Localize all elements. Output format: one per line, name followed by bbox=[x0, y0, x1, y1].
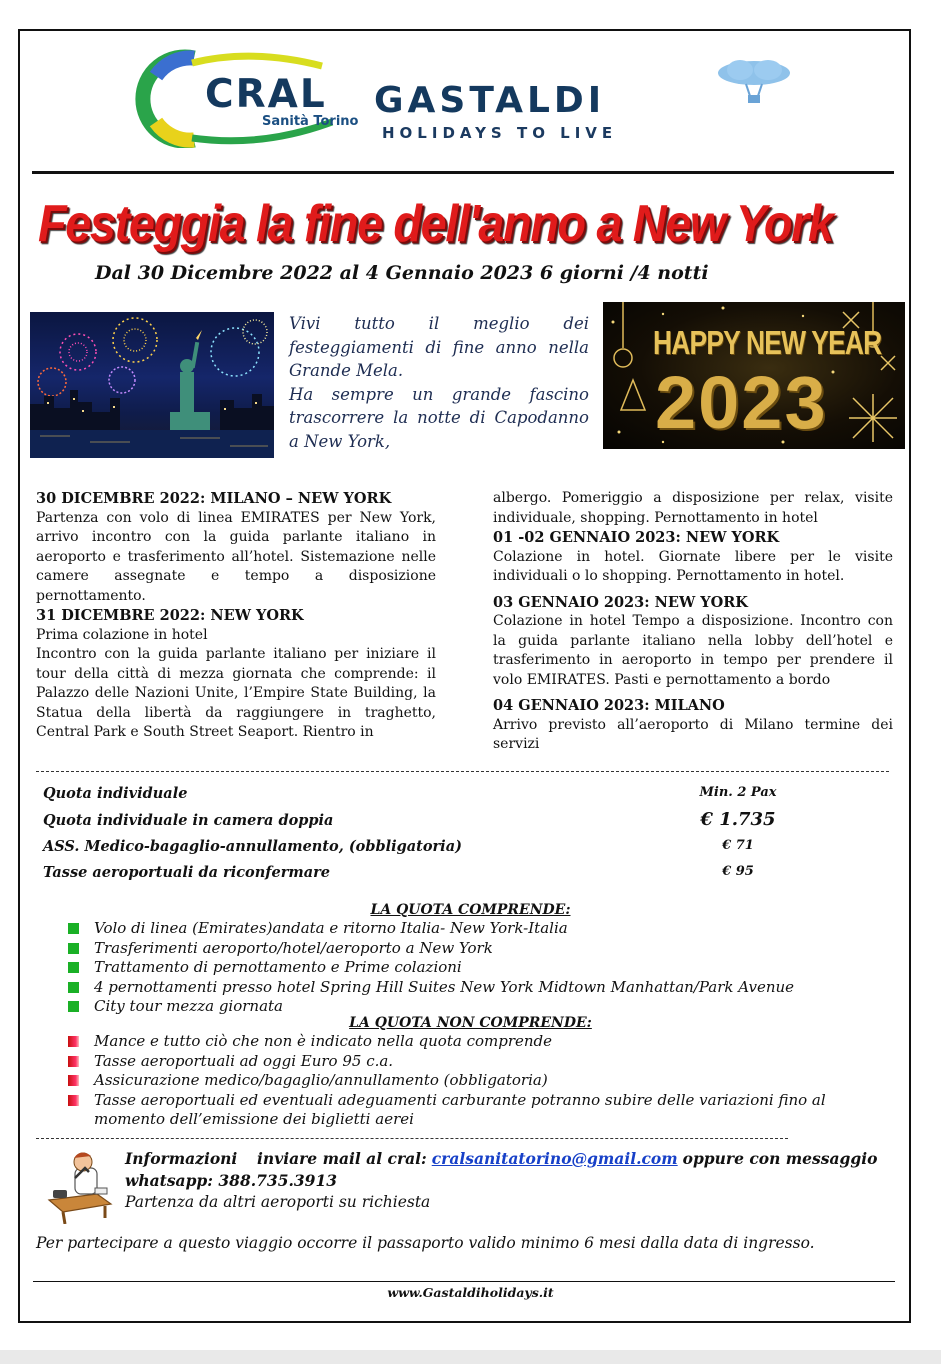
bottom-strip bbox=[0, 1350, 941, 1364]
list-item-text: Tasse aeroportuali ed eventuali adeguamenti carburante potranno subire delle variazioni fino al momento dell’emissione dei biglietti aerei bbox=[94, 1090, 826, 1128]
price-value: € 95 bbox=[722, 864, 754, 879]
new-year-banner-text: HAPPY NEW YEAR bbox=[653, 324, 882, 361]
list-item bbox=[66, 958, 886, 978]
list-item-text: City tour mezza giornata bbox=[94, 997, 283, 1015]
price-value: Min. 2 Pax bbox=[699, 785, 777, 800]
excludes-heading: LA QUOTA NON COMPRENDE: bbox=[349, 1015, 592, 1031]
day-description: Colazione in hotel Tempo a disposizione. Incontro con la guida parlante italiano nella lobby dell’hotel e trasferimento in aeroporto in tempo per prendere il volo EMIRATES. Pasti e pernottamento a bordo bbox=[493, 613, 893, 688]
price-label: Tasse aeroportuali da riconfermare bbox=[43, 864, 330, 881]
info-text: oppure con messaggio bbox=[682, 1149, 878, 1168]
new-year-banner-year: 2023 bbox=[655, 361, 828, 444]
cral-logo-text: CRAL bbox=[205, 72, 327, 117]
day-title: 30 DICEMBRE 2022: MILANO – NEW YORK bbox=[36, 490, 392, 507]
day-description: albergo. Pomeriggio a disposizione per relax, visite individuale, shopping. Pernottamento in hotel bbox=[493, 490, 893, 526]
day-description: Prima colazione in hotel bbox=[36, 626, 208, 643]
balloon-icon bbox=[712, 58, 792, 104]
list-item-text: Trattamento di pernottamento e Prime colazioni bbox=[94, 958, 462, 976]
section-divider bbox=[36, 771, 889, 772]
green-square-bullet-icon bbox=[68, 982, 79, 993]
list-item bbox=[66, 1032, 886, 1052]
email-link[interactable]: cralsanitatorino@gmail.com bbox=[431, 1149, 678, 1168]
list-item bbox=[66, 939, 886, 959]
price-label: ASS. Medico-bagaglio-annullamento, (obbligatoria) bbox=[43, 838, 462, 855]
itinerary-right-column bbox=[493, 489, 893, 755]
list-item bbox=[66, 919, 886, 939]
gastaldi-tagline: HOLIDAYS TO LIVE bbox=[382, 124, 618, 142]
day-title: 04 GENNAIO 2023: MILANO bbox=[493, 697, 725, 714]
day-description: Incontro con la guida parlante italiano per iniziare il tour della città di mezza giornata che comprende: il Palazzo delle Nazioni Unite, l’Empire State Building, la Statua della libertà da raggiungere in traghetto, Central Park e South Street Seaport. Rientro in bbox=[36, 646, 436, 740]
day-description: Arrivo previsto all’aeroporto di Milano termine dei servizi bbox=[493, 716, 893, 752]
price-value: € 1.735 bbox=[700, 809, 776, 830]
departure-note: Partenza da altri aeroporti su richiesta bbox=[125, 1193, 431, 1211]
info-label: Informazioni bbox=[125, 1149, 238, 1168]
red-square-bullet-icon bbox=[68, 1036, 79, 1047]
green-square-bullet-icon bbox=[68, 943, 79, 954]
website-link[interactable]: www.Gastaldiholidays.it bbox=[387, 1285, 554, 1300]
day-title: 01 -02 GENNAIO 2023: NEW YORK bbox=[493, 529, 780, 546]
intro-line: Vivi tutto il meglio dei festeggiamenti di fine anno nella Grande Mela. bbox=[289, 314, 589, 380]
section-divider bbox=[36, 1138, 788, 1139]
new-york-fireworks-image bbox=[30, 312, 274, 458]
includes-list bbox=[66, 919, 886, 1017]
day-title: 03 GENNAIO 2023: NEW YORK bbox=[493, 593, 748, 611]
list-item-text: Assicurazione medico/bagaglio/annullamento (obbligatoria) bbox=[94, 1071, 548, 1089]
price-label: Quota individuale in camera doppia bbox=[43, 812, 334, 829]
day-description: Colazione in hotel. Giornate libere per le visite individuali o lo shopping. Pernottamento in hotel. bbox=[493, 548, 893, 584]
contact-info bbox=[125, 1148, 895, 1213]
fireworks-illustration bbox=[30, 312, 274, 458]
happy-new-year-image bbox=[603, 302, 905, 449]
list-item-text: Tasse aeroportuali ad oggi Euro 95 c.a. bbox=[94, 1051, 394, 1070]
person-at-desk-phone-icon bbox=[45, 1150, 115, 1224]
list-item bbox=[66, 1052, 886, 1072]
price-row bbox=[43, 838, 803, 860]
list-item-text: Trasferimenti aeroporto/hotel/aeroporto a New York bbox=[94, 938, 493, 957]
price-row bbox=[43, 864, 803, 886]
whatsapp-number: whatsapp: 388.735.3913 bbox=[125, 1171, 338, 1190]
list-item bbox=[66, 997, 886, 1017]
includes-heading: LA QUOTA COMPRENDE: bbox=[370, 902, 571, 918]
day-description: Partenza con volo di linea EMIRATES per New York, arrivo incontro con la guida parlante italiano in aeroporto e trasferimento all’hotel. Sistemazione nelle camere assegnate e tempo a disposizione pernottamento. bbox=[36, 509, 436, 604]
cral-logo-subtitle: Sanità Torino bbox=[262, 114, 359, 129]
green-square-bullet-icon bbox=[68, 923, 79, 934]
header-divider bbox=[32, 171, 894, 174]
list-item-text: Mance e tutto ciò che non è indicato nella quota comprende bbox=[94, 1032, 553, 1050]
info-text: inviare mail al cral: bbox=[257, 1149, 427, 1168]
green-square-bullet-icon bbox=[68, 962, 79, 973]
list-item bbox=[66, 978, 886, 998]
passport-note: Per partecipare a questo viaggio occorre il passaporto valido minimo 6 mesi dalla data di ingresso. bbox=[36, 1234, 815, 1252]
trip-dates: Dal 30 Dicembre 2022 al 4 Gennaio 2023 6 giorni /4 notti bbox=[95, 262, 709, 284]
red-square-bullet-icon bbox=[68, 1075, 79, 1086]
gastaldi-logo-text: GASTALDI bbox=[374, 80, 606, 121]
intro-text bbox=[289, 312, 589, 453]
intro-line: Ha sempre un grande fascino trascorrere la notte di Capodanno a New York, bbox=[289, 384, 589, 451]
green-square-bullet-icon bbox=[68, 1001, 79, 1012]
page-title: Festeggia la fine dell'anno a New York bbox=[38, 195, 833, 253]
list-item bbox=[66, 1091, 886, 1130]
price-label: Quota individuale bbox=[43, 785, 188, 802]
footer-divider bbox=[33, 1281, 895, 1282]
red-square-bullet-icon bbox=[68, 1095, 79, 1106]
list-item-text: 4 pernottamenti presso hotel Spring Hill Suites New York Midtown Manhattan/Park Avenue bbox=[94, 977, 795, 996]
itinerary-left-column bbox=[36, 489, 436, 743]
price-value: € 71 bbox=[722, 838, 754, 853]
list-item-text: Volo di linea (Emirates)andata e ritorno Italia- New York-Italia bbox=[94, 919, 568, 937]
excludes-list bbox=[66, 1032, 886, 1130]
price-row bbox=[43, 809, 803, 834]
price-row bbox=[43, 785, 803, 807]
day-title: 31 DICEMBRE 2022: NEW YORK bbox=[36, 607, 304, 624]
list-item bbox=[66, 1071, 886, 1091]
red-square-bullet-icon bbox=[68, 1056, 79, 1067]
